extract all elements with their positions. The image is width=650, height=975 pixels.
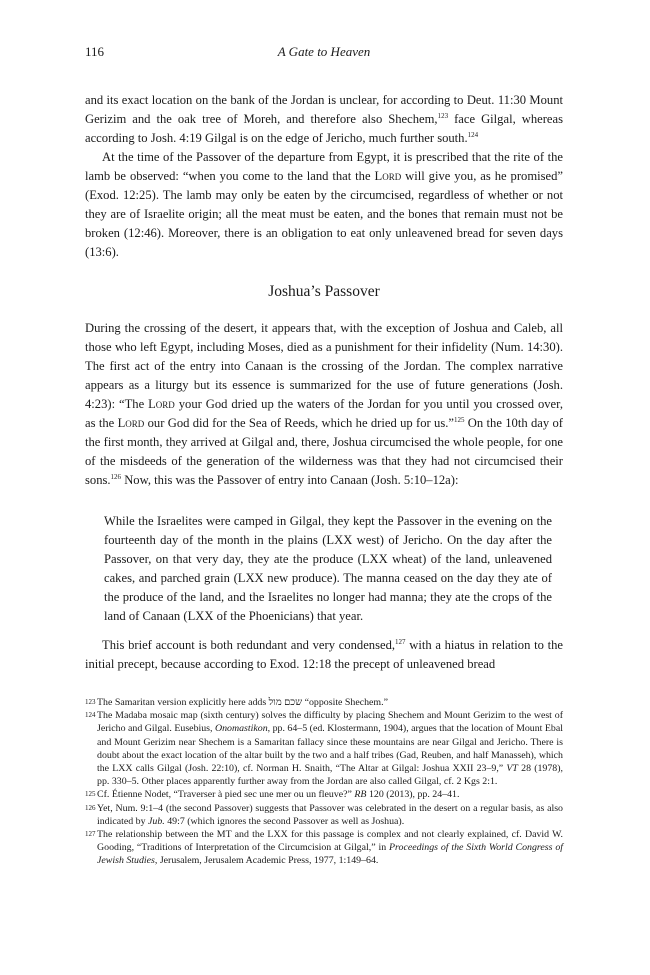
section-heading: Joshua’s Passover [268, 283, 380, 300]
text-run: , pp. 64–5 (ed. Klostermann, 1904), argues that the location of Mount Ebal and Mount Gerizim near Shechem is a Samaritan fallacy since these mountains are near Gilgal and Jericho. There is doubt about the exact location of the altar built by the two and a half tribes (Gad, Reuben, and half Manasseh), which the LXX calls Gilgal (Josh. 22:10), cf. Norman H. Snaith, “The Altar at Gilgal: Joshua XXII 23–9,” [97, 723, 563, 775]
text-run: The relationship between the MT and the LXX for this passage is complex and not clearly explained, cf. David W. Gooding, “Traditions of Interpretation of the Circumcision at Gilgal,” in [97, 829, 563, 854]
text-run: Cf. Étienne Nodet, “Traverser à pied sec une mer ou un fleuve?” [97, 789, 355, 801]
italic-title: Onomastikon [214, 723, 268, 735]
block-quote [104, 512, 552, 626]
text-run: Yet, Num. 9:1–4 (the second Passover) suggests that Passover was celebrated in the desert on a regular basis, as also indicated by [97, 802, 563, 827]
footnote-126 [85, 802, 563, 828]
footnote-number: 123 [85, 698, 96, 706]
body-text-bottom [85, 636, 563, 674]
text-run: will give you, as he promised” (Exod. 12:25). The lamb may only be eaten by the circumcised, regardless of whether or not they are of Israelite origin; all the meat must be eaten, and the bones that remain must not be broken (12:46). Moreover, there is an obligation to eat only unleavened bread for seven days (13:6). [85, 169, 563, 259]
footnote-ref-124[interactable]: 124 [467, 131, 479, 139]
italic-title: Proceedings of the Sixth World Congress of Jewish Studies [97, 842, 564, 867]
footnote-text [97, 802, 563, 828]
footnote-text [97, 828, 563, 868]
footnote-ref-126[interactable]: 126 [110, 473, 122, 481]
text-run: This brief account is both redundant and very condensed, [102, 638, 396, 652]
footnote-text [97, 788, 563, 801]
footnote-text [97, 709, 563, 788]
text-run: During the crossing of the desert, it appears that, with the exception of Joshua and Caleb, all those who left Egypt, including Moses, died as a punishment for their infidelity (Num. 14:30). The first act of the entry into Canaan is the crossing of the Jordan. The complex narrative appears as a liturgy but its essence is summarized for the use of future generations (Josh. 4:23): “The [85, 321, 563, 411]
footnote-125 [85, 788, 563, 801]
italic-title: VT [506, 763, 518, 775]
text-run: face Gilgal, whereas according to Josh. 4:19 Gilgal is on the edge of Jericho, much further south. [85, 112, 563, 145]
text-run: On the 10th day of the first month, they arrived at Gilgal and, there, Joshua circumcised the whole people, for one of the misdeeds of the generation of the wilderness was that they had not circumcised their sons. [85, 416, 563, 487]
body-text-top [85, 91, 563, 262]
footnote-number: 127 [85, 830, 96, 839]
lord-small-caps: Lord [374, 169, 402, 183]
lord-small-caps: Lord [148, 397, 175, 411]
lord-small-caps: Lord [117, 416, 145, 430]
text-run: with a hiatus in relation to the initial precept, because according to Exod. 12:18 the precept of unleavened bread [85, 638, 563, 671]
text-run: 120 (2013), pp. 24–41. [366, 789, 460, 801]
footnote-number: 126 [85, 803, 96, 812]
paragraph-passover-rite [85, 148, 563, 262]
body-text-section [85, 319, 563, 490]
page-header [85, 44, 563, 64]
running-head: A Gate to Heaven [277, 44, 371, 59]
footnote-number: 125 [85, 790, 96, 799]
footnote-ref-125[interactable]: 125 [453, 416, 465, 424]
footnote-number: 124 [85, 711, 96, 720]
text-run: The Madaba mosaic map (sixth century) solves the difficulty by placing Shechem and Mount Gerizim to the west of Jericho and Gilgal. Eusebius, [97, 710, 563, 735]
footnote-ref-127[interactable]: 127 [395, 638, 406, 646]
italic-title: Jub. [148, 815, 165, 827]
quote-text: While the Israelites were camped in Gilgal, they kept the Passover in the evening on the fourteenth day of the month in the plains (LXX west) of Jericho. On the day after the Passover, on that very day, they ate the produce (LXX wheat) of the land, unleavened cakes, and parched grain (LXX new produce). The manna ceased on the day they ate of the produce of the land, and the Israelites no longer had manna; they ate the crops of the land of Canaan (LXX of the Phoenicians) that year. [104, 514, 552, 623]
italic-title: RB [354, 789, 367, 801]
footnotes [85, 696, 563, 868]
text-run: your God dried up the waters of the Jordan for you until you crossed over, as the [85, 397, 563, 430]
paragraph-location-gilgal [85, 91, 563, 148]
footnote-123 [85, 696, 563, 709]
text-run: and its exact location on the bank of the Jordan is unclear, for according to Deut. 11:30 Mount Gerizim and the oak tree of Moreh, and therefore also Shechem, [85, 93, 563, 126]
footnote-text: The Samaritan version explicitly here adds שכם מול “opposite Shechem.” [97, 697, 388, 708]
page-number: 116 [85, 44, 105, 59]
text-run: At the time of the Passover of the departure from Egypt, it is prescribed that the rite of the lamb be observed: “when you come to the land that the [85, 150, 563, 183]
text-run: our God did for the Sea of Reeds, which he dried up for us.” [144, 416, 454, 430]
text-run: Now, this was the Passover of entry into Canaan (Josh. 5:10–12a): [121, 473, 459, 487]
footnote-127 [85, 828, 563, 868]
footnote-ref-123[interactable]: 123 [437, 112, 449, 120]
text-run: , Jerusalem, Jerusalem Academic Press, 1977, 1:149–64. [154, 855, 379, 867]
paragraph-crossing-desert [85, 319, 563, 490]
paragraph-brief-account [85, 636, 563, 674]
text-run: 28 (1978), pp. 330–5. Other places apparently further away from the Jordan are also called Gilgal, cf. 2 Kgs 2:1. [97, 763, 564, 788]
footnote-124 [85, 709, 563, 788]
text-run: 49:7 (which ignores the second Passover as well as Joshua). [164, 815, 405, 827]
